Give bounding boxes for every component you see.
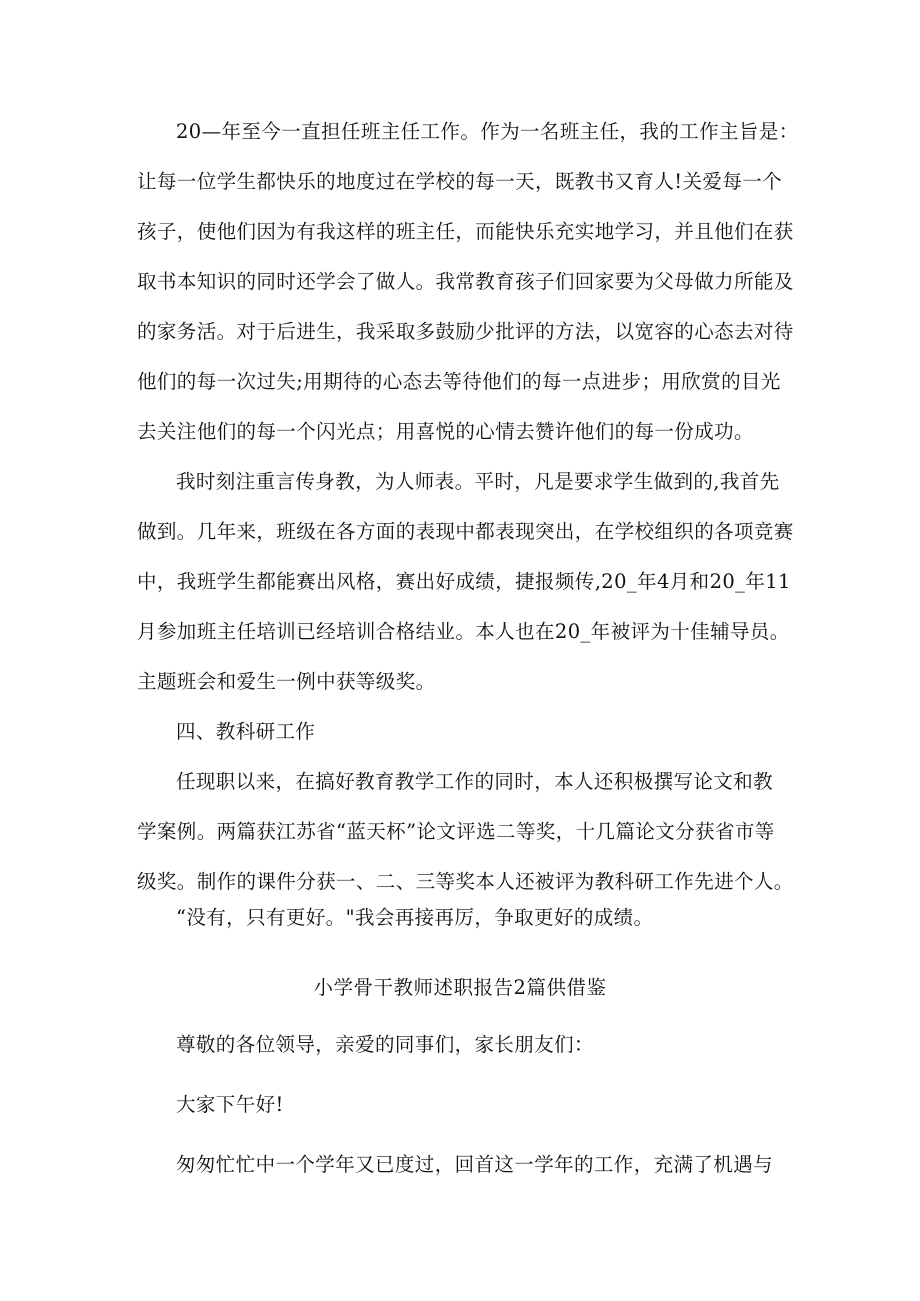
section-heading: 四、教科研工作: [176, 720, 316, 743]
paragraph-2-line-1: 我时刻注重言传身教，为人师表。平时，凡是要求学生做到的,我首先: [176, 470, 780, 493]
paragraph-1-line-7: 去关注他们的每一个闪光点；用喜悦的心情去赞许他们的每一份成功。: [137, 420, 754, 443]
paragraph-2-line-2: 做到。几年来，班级在各方面的表现中都表现突出，在学校组织的各项竞赛: [137, 520, 794, 543]
paragraph-1-line-4: 取书本知识的同时还学会了做人。我常教育孩子们回家要为父母做力所能及: [137, 270, 794, 293]
opening-line: 匆匆忙忙中一个学年又已度过，回首这一学年的工作，充满了机遇与: [176, 1153, 774, 1176]
salutation: 尊敬的各位领导，亲爱的同事们，家长朋友们：: [176, 1033, 594, 1056]
paragraph-1-line-3: 孩子，使他们因为有我这样的班主任，而能快乐充实地学习，并且他们在获: [137, 220, 794, 243]
report-title: 小学骨干教师述职报告2篇供借鉴: [313, 976, 607, 999]
paragraph-1-line-2: 让每一位学生都快乐的地度过在学校的每一天，既教书又育人!关爱每一个: [137, 170, 783, 193]
paragraph-2-line-3: 中，我班学生都能赛出风格，赛出好成绩，捷报频传,20_年4月和20_年11: [137, 570, 791, 593]
closing-line: “没有，只有更好。"我会再接再厉，争取更好的成绩。: [176, 906, 654, 929]
paragraph-2-line-4: 月参加班主任培训已经培训合格结业。本人也在20_年被评为十佳辅导员。: [137, 620, 790, 643]
paragraph-1-line-1: 20—年至今一直担任班主任工作。作为一名班主任，我的工作主旨是：: [176, 120, 799, 143]
paragraph-3-line-2: 学案例。两篇获江苏省“蓝天杯”论文评选二等奖，十几篇论文分获省市等: [137, 820, 775, 843]
paragraph-3-line-3: 级奖。制作的课件分获一、二、三等奖本人还被评为教科研工作先进个人。: [137, 870, 794, 893]
paragraph-2-line-5: 主题班会和爱生一例中获等级奖。: [137, 670, 436, 693]
paragraph-3-line-1: 任现职以来，在搞好教育教学工作的同时，本人还积极撰写论文和教: [176, 770, 774, 793]
paragraph-1-line-6: 他们的每一次过失;用期待的心态去等待他们的每一点进步；用欣赏的目光: [137, 370, 781, 393]
paragraph-1-line-5: 的家务活。对于后进生，我采取多鼓励少批评的方法，以宽容的心态去对待: [137, 320, 794, 343]
greeting: 大家下午好!: [176, 1093, 284, 1116]
